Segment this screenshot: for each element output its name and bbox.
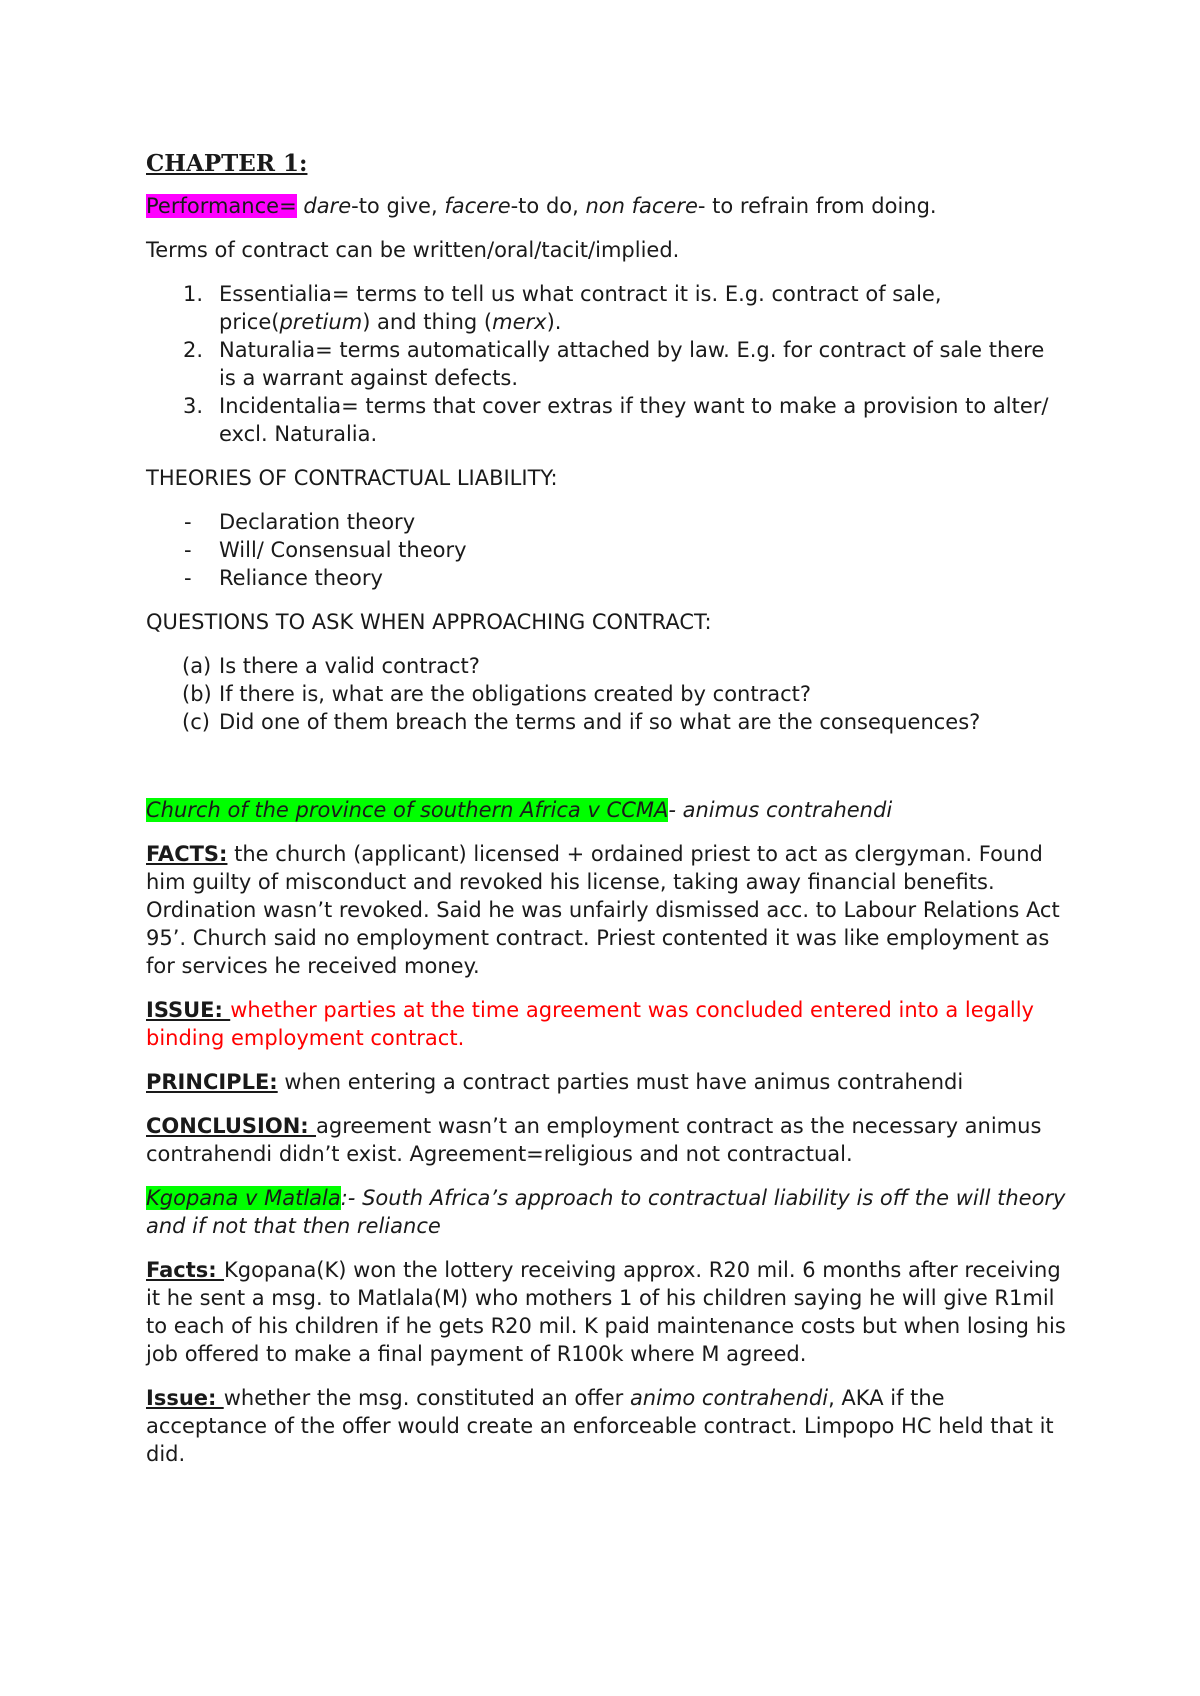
case2-facts: Facts: Kgopana(K) won the lottery receiving approx. R20 mil. 6 months after receiving it he sent a msg. to Matlala(M) who mothers 1 of his children saying he will give R1mil to each of his children if he gets R20 mil. K paid maintenance costs but when losing his job offered to make a final payment of R100k where M agreed. [146,1258,1066,1366]
list-item: 1. Essentialia= terms to tell us what contract it is. E.g. contract of sale, price(pretium) and thing (merx). [183,282,942,334]
list-item: (b) If there is, what are the obligations created by contract? [182,682,812,706]
terms-list [146,280,1066,448]
theories-heading: THEORIES OF CONTRACTUAL LIABILITY: [146,466,558,490]
list-item: - Reliance theory [184,566,383,590]
theories-list [146,508,1066,592]
list-item: - Will/ Consensual theory [184,538,467,562]
case1-conclusion: CONCLUSION: agreement wasn’t an employment contract as the necessary animus contrahendi didn’t exist. Agreement=religious and not contractual. [146,1114,1042,1166]
case1-principle: PRINCIPLE: when entering a contract parties must have animus contrahendi [146,1070,964,1094]
performance-label: Performance= [146,194,297,218]
list-item: 2. Naturalia= terms automatically attached by law. E.g. for contract of sale there is a warrant against defects. [183,338,1045,390]
case1-name: Church of the province of southern Africa v CCMA [146,798,669,822]
performance-line: Performance= dare-to give, facere-to do, non facere- to refrain from doing. [146,194,937,218]
terms-intro: Terms of contract can be written/oral/tacit/implied. [146,238,680,262]
chapter-title: CHAPTER 1: [146,150,308,177]
term-non-facere: non facere [585,194,698,218]
case1-facts: FACTS: the church (applicant) licensed + ordained priest to act as clergyman. Found him guilty of misconduct and revoked his license, taking away financial benefits. Ordination wasn’t revoked. Said he was unfairly dismissed acc. to Labour Relations Act 95’. Church said no employment contract. Priest contented it was like employment as for services he received money. [146,842,1060,978]
term-dare: dare [303,194,352,218]
term-facere: facere [444,194,511,218]
list-item: 3. Incidentalia= terms that cover extras if they want to make a provision to alter/ excl. Naturalia. [183,394,1049,446]
document-body [146,148,1066,1484]
case2-name: Kgopana v Matlala [146,1186,341,1210]
case2-title: Kgopana v Matlala:- South Africa’s approach to contractual liability is off the will theory and if not that then reliance [146,1186,1066,1238]
list-item: - Declaration theory [184,510,416,534]
questions-heading: QUESTIONS TO ASK WHEN APPROACHING CONTRACT: [146,610,712,634]
case2-issue: Issue: whether the msg. constituted an offer animo contrahendi, AKA if the acceptance of the offer would create an enforceable contract. Limpopo HC held that it did. [146,1386,1054,1466]
questions-list [146,652,1066,736]
section-spacer [146,752,1066,796]
list-item: (c) Did one of them breach the terms and if so what are the consequences? [182,710,981,734]
list-item: (a) Is there a valid contract? [182,654,480,678]
case1-issue: ISSUE: whether parties at the time agreement was concluded entered into a legally binding employment contract. [146,998,1034,1050]
case1-title: Church of the province of southern Africa v CCMA- animus contrahendi [146,798,893,822]
